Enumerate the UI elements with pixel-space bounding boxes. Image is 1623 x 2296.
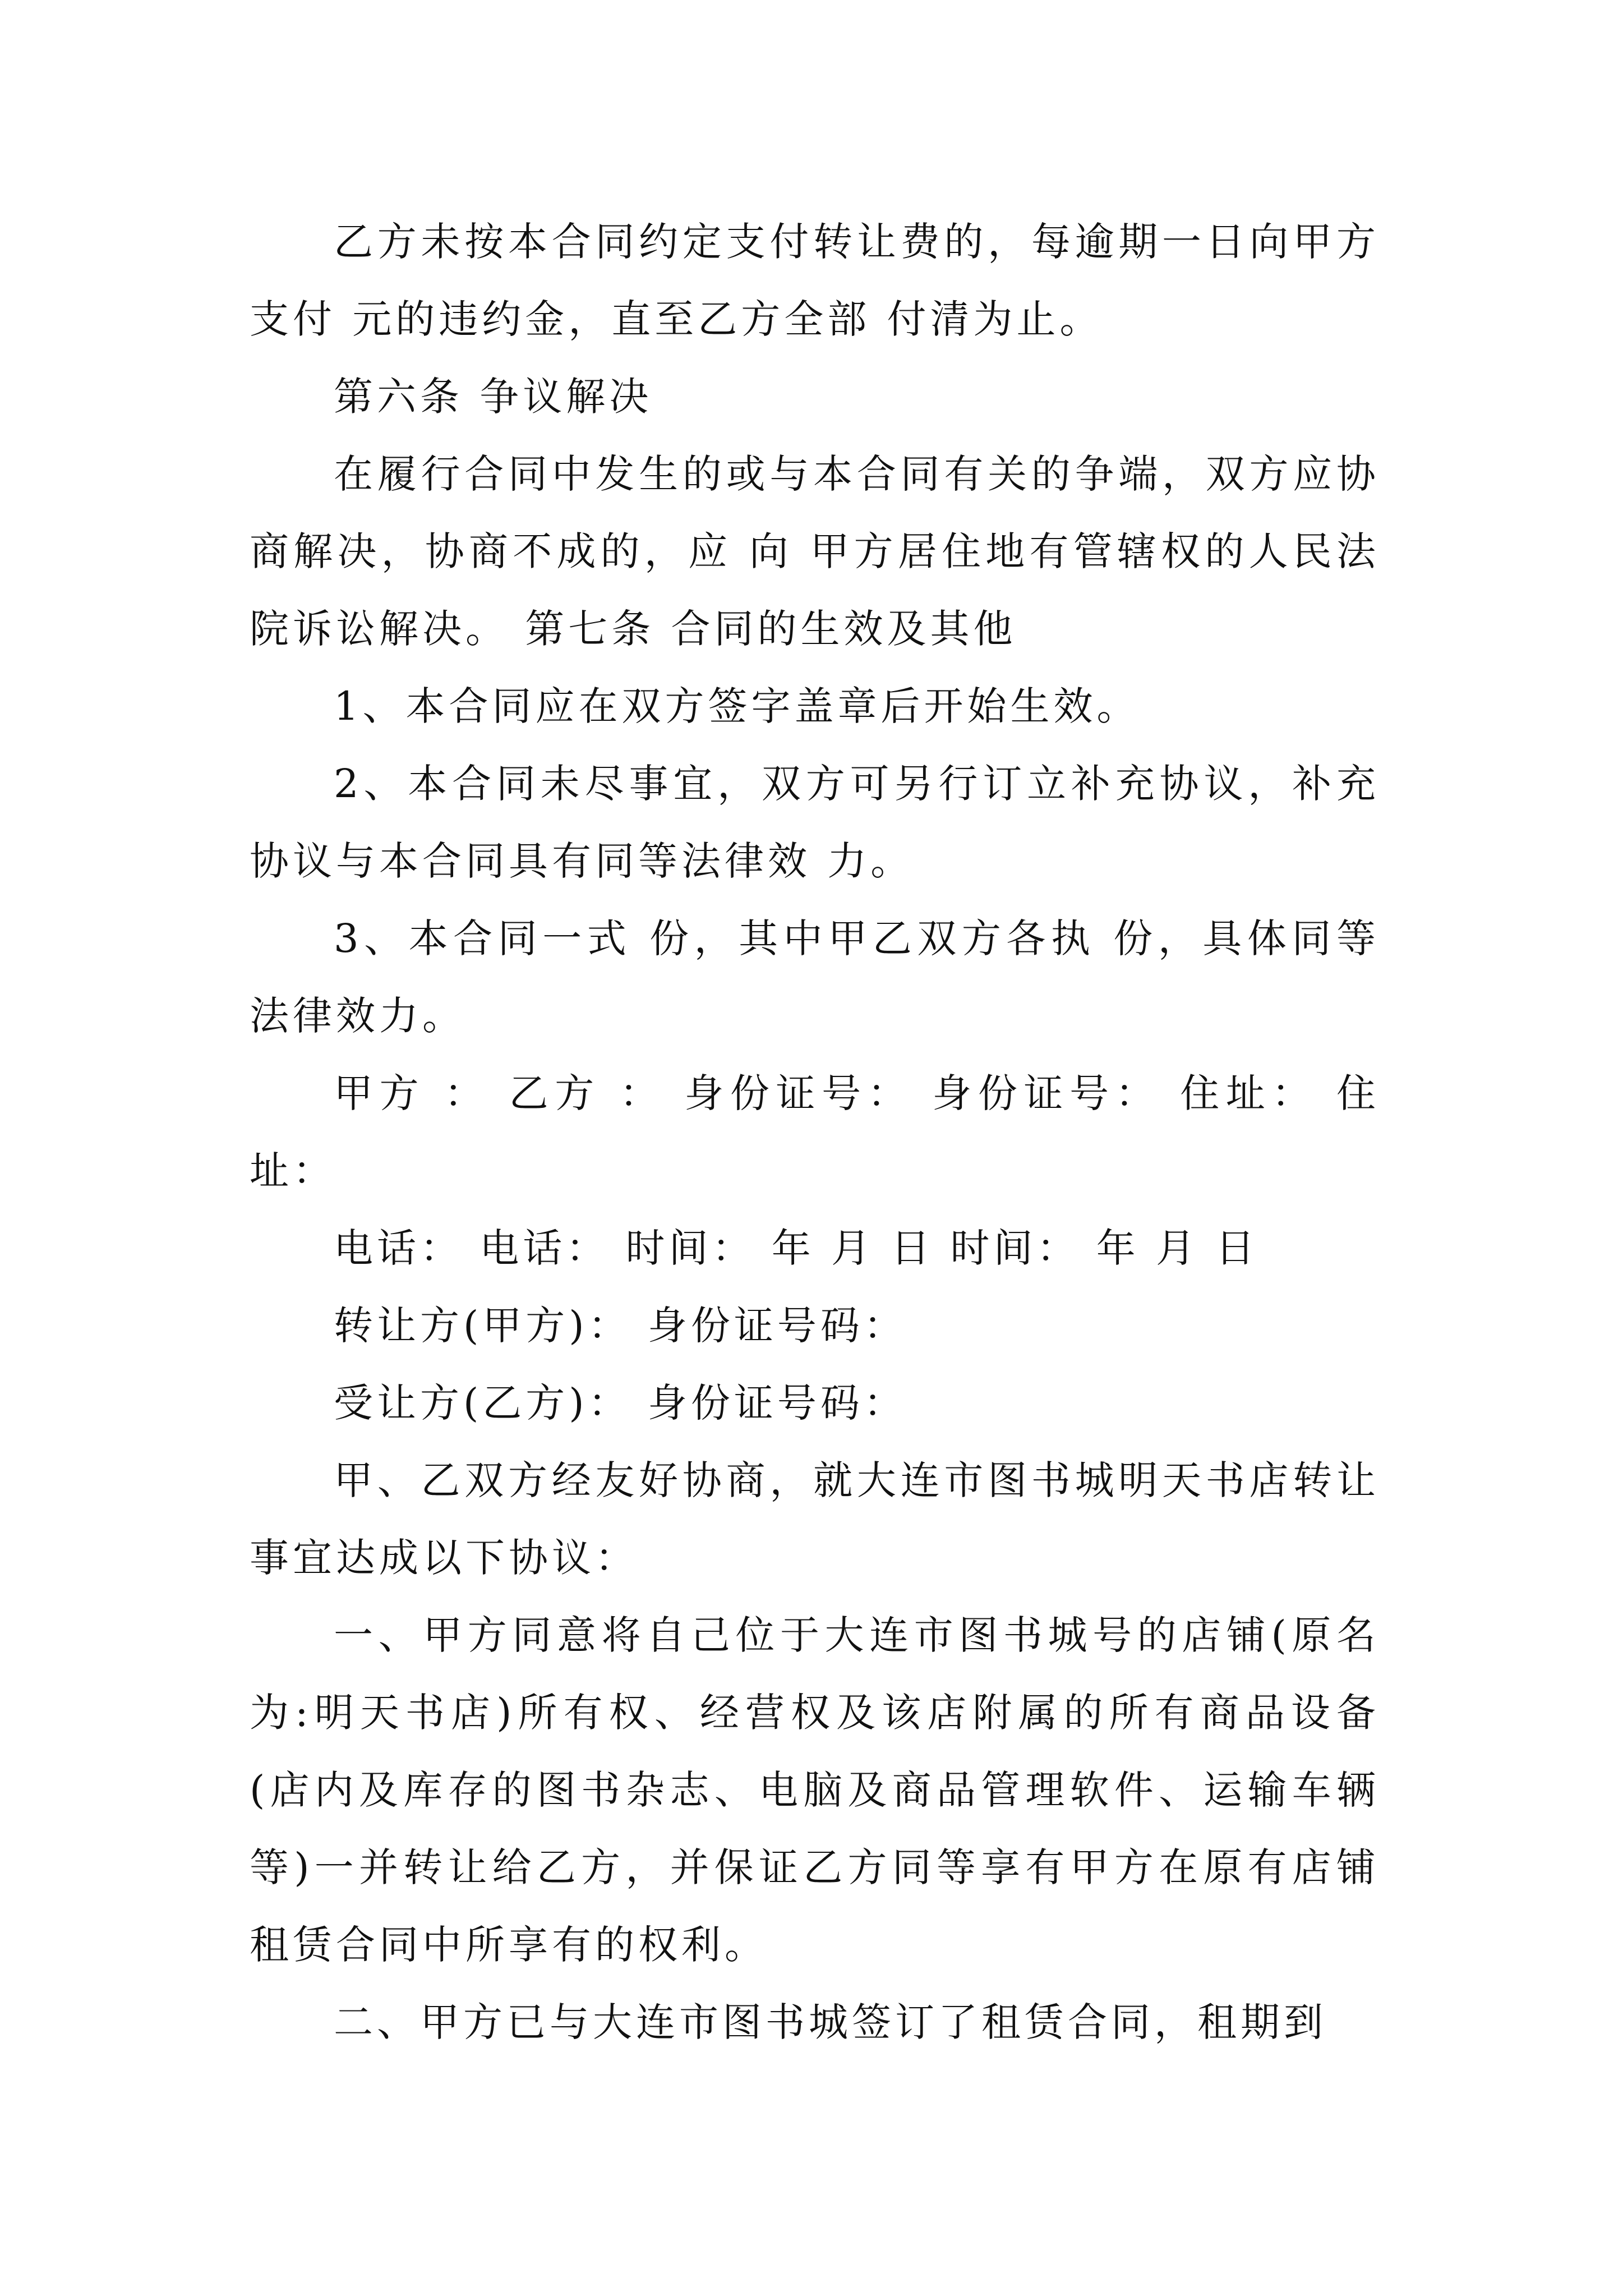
- paragraph-clause-2: 二、甲方已与大连市图书城签订了租赁合同，租期到: [334, 1999, 1327, 2045]
- paragraph-agreement-intro: 甲、乙双方经友好协商，就大连市图书城明天书店转让事宜达成以下协议：: [250, 1457, 1380, 1581]
- document-page: [250, 203, 1380, 2061]
- heading-article-6: 第六条 争议解决: [334, 374, 653, 420]
- paragraph-penalty-clause: 乙方未按本合同约定支付转让费的，每逾期一日向甲方支付 元的违约金，直至乙方全部 付清为止。: [250, 219, 1380, 342]
- paragraph-item-3: 3、本合同一式 份，其中甲乙双方各执 份，具体同等法律效力。: [250, 915, 1380, 1039]
- signature-fields-parties: 甲方 ： 乙方 ： 身份证号： 身份证号： 住址： 住址：: [250, 1070, 1380, 1194]
- paragraph-clause-1: 一、甲方同意将自己位于大连市图书城号的店铺(原名为:明天书店)所有权、经营权及该店附属的所有商品设备(店内及库存的图书杂志、电脑及商品管理软件、运输车辆等)一并转让给乙方，并保证乙方同等享有甲方在原有店铺租赁合同中所享有的权利。: [250, 1612, 1380, 1968]
- transferee-field: 受让方(乙方)： 身份证号码：: [334, 1380, 907, 1426]
- signature-fields-phone-date: 电话： 电话： 时间： 年 月 日 时间： 年 月 日: [334, 1225, 1259, 1271]
- paragraph-dispute-resolution: 在履行合同中发生的或与本合同有关的争端，双方应协商解决，协商不成的，应 向 甲方居住地有管辖权的人民法院诉讼解决。 第七条 合同的生效及其他: [250, 451, 1380, 652]
- paragraph-item-1: 1、本合同应在双方签字盖章后开始生效。: [334, 683, 1140, 729]
- transferor-field: 转让方(甲方)： 身份证号码：: [334, 1303, 907, 1349]
- paragraph-item-2: 2、本合同未尽事宜，双方可另行订立补充协议，补充协议与本合同具有同等法律效 力。: [250, 761, 1380, 884]
